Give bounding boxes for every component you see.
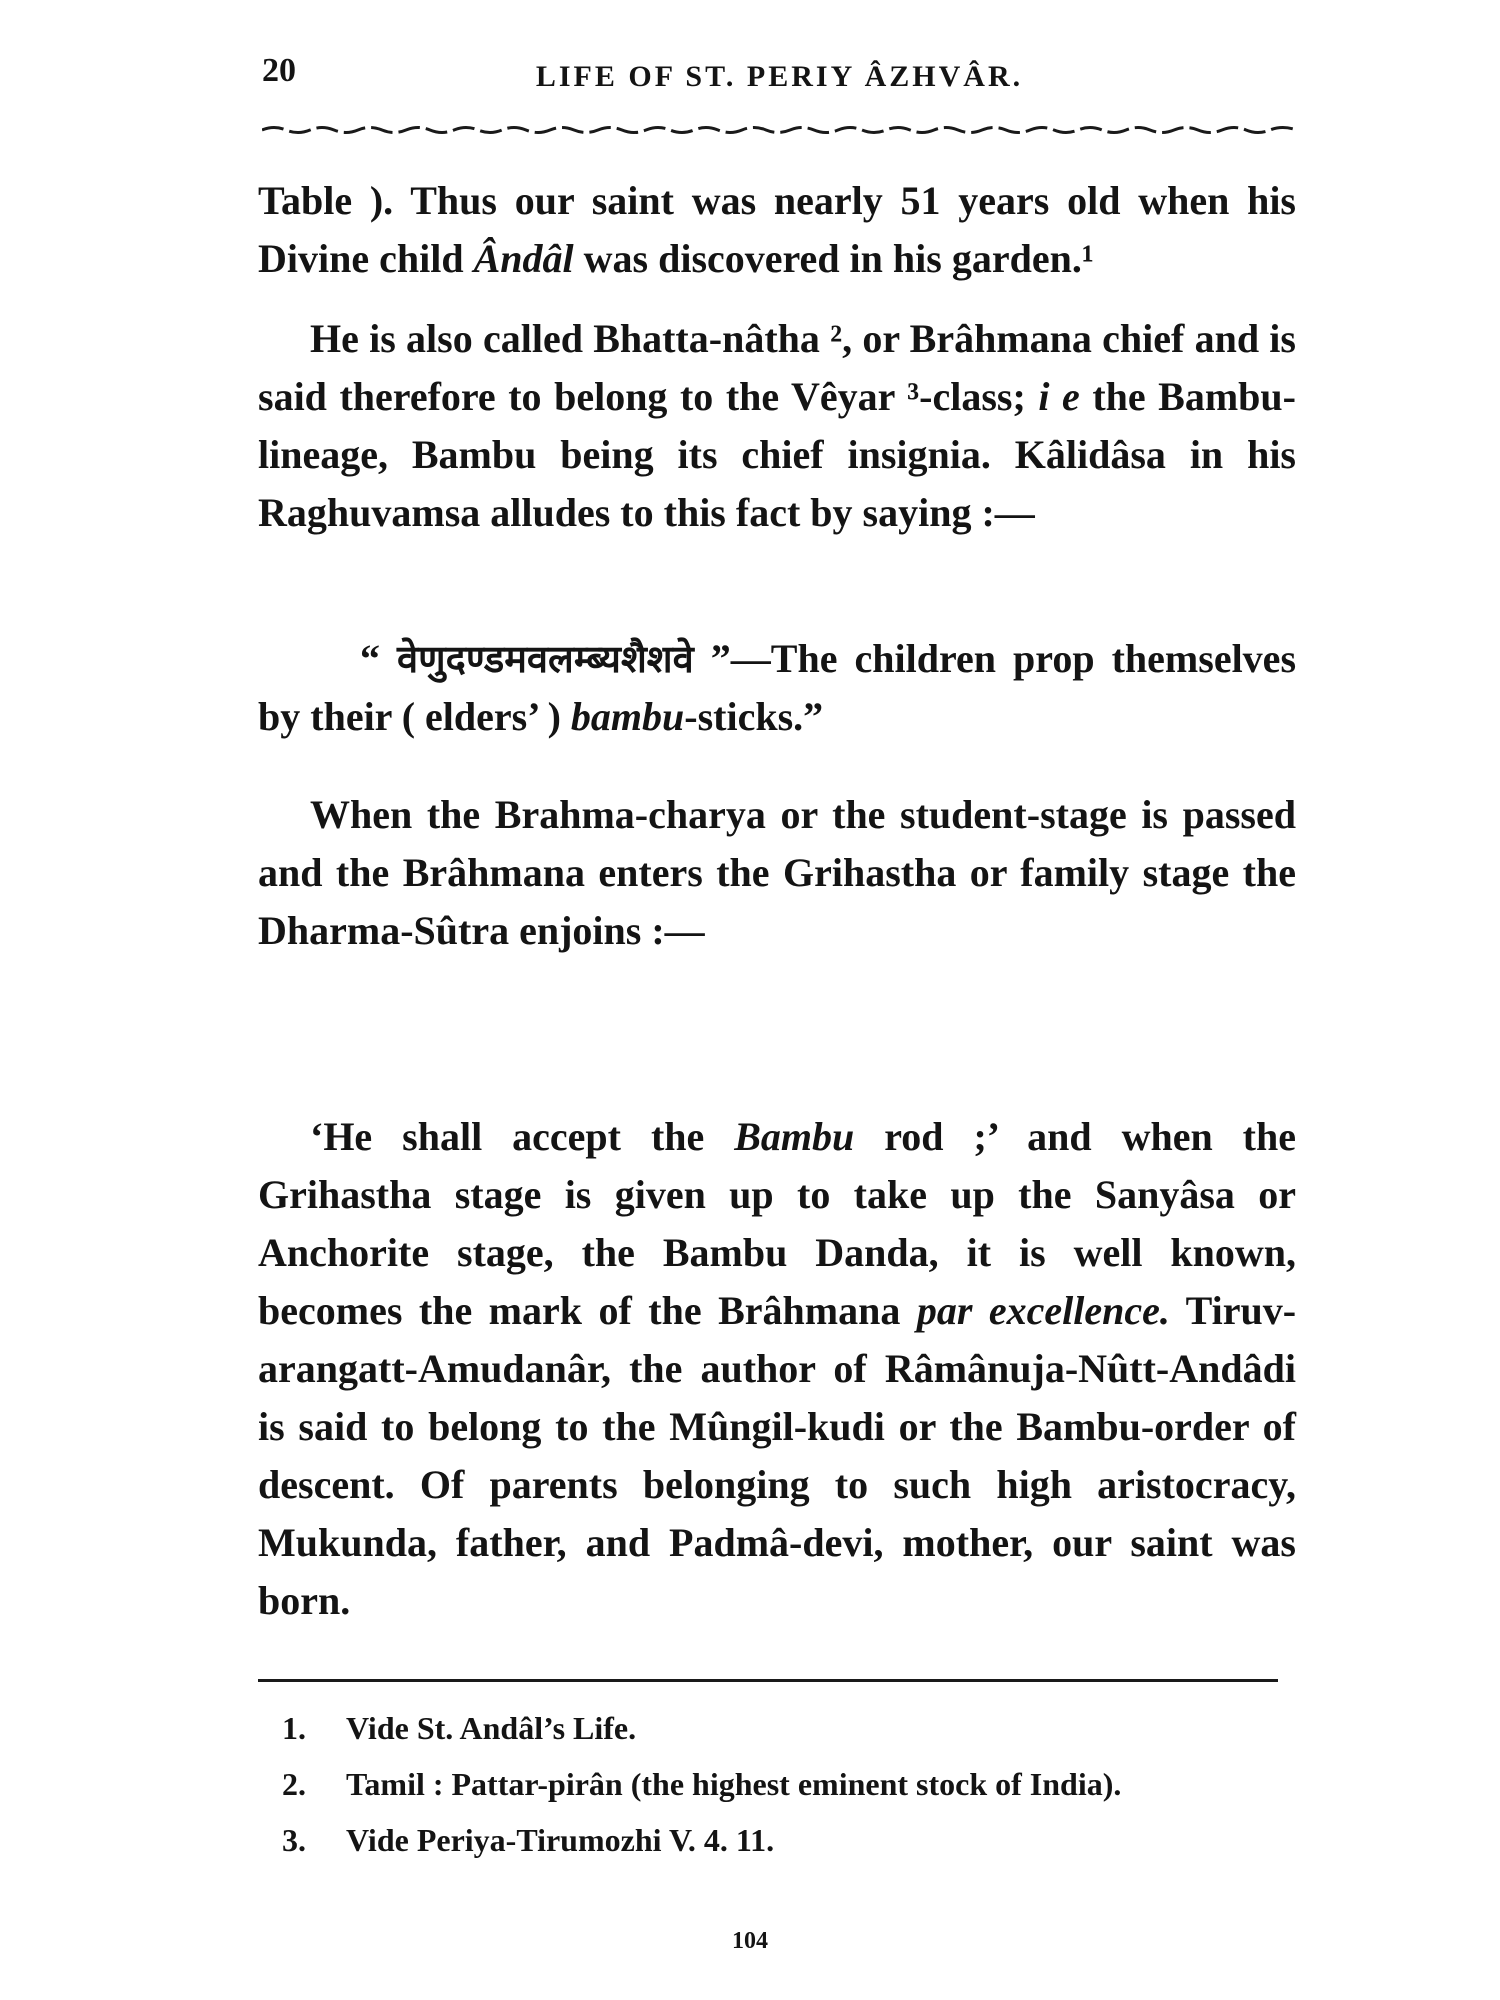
paragraph-4: When the Brahma-charya or the student-stage is passed and the Brâhmana enters the Grihastha or family stage the Dharma-Sûtra enjoins :—	[258, 792, 1296, 953]
text-run: Tiruv-arangatt-Amudanâr, the author of Râmânuja-Nûtt-Andâdi is said to belong to the Mûngil-kudi or the Bambu-order of descent. Of parents belonging to such high aristocracy, Mukunda, father, and Padmâ-devi, mother, our saint was born.	[258, 1288, 1297, 1623]
text-run: ”—The children prop themselves by their ( elders’ )	[258, 636, 1297, 739]
paragraph-1	[258, 172, 1296, 288]
text-run: -sticks.”	[684, 694, 824, 739]
italic-run: bambu	[570, 694, 685, 739]
footnote-item	[282, 1812, 1292, 1868]
footnotes	[282, 1700, 1292, 1868]
paragraph-3-quote	[258, 630, 1296, 746]
footnote-item	[282, 1756, 1292, 1812]
footnote-number: 3.	[282, 1822, 306, 1858]
text-run: Table ). Thus our saint was nearly 51 years old when his Divine child	[258, 178, 1296, 281]
text-run: ‘He shall accept the	[310, 1114, 735, 1159]
footnote-text: Vide Periya-Tirumozhi V. 4. 11.	[346, 1822, 775, 1858]
footnote-text: Vide St. Andâl’s Life.	[346, 1710, 637, 1746]
paragraph-2	[258, 310, 1296, 542]
running-title: LIFE OF ST. PERIY ÂZHVÂR.	[535, 60, 1024, 93]
paragraph-5	[258, 1108, 1296, 1630]
italic-run: Ândâl	[473, 236, 574, 281]
italic-run: i e	[1038, 374, 1080, 419]
running-head	[262, 52, 1297, 112]
footnote-rule	[258, 1679, 1278, 1682]
page-number: 20	[262, 52, 296, 89]
footnote-number: 1.	[282, 1710, 306, 1746]
footnote-text: Tamil : Pattar-pirân (the highest eminent stock of India).	[346, 1766, 1122, 1802]
italic-run: Bambu	[734, 1114, 855, 1159]
italic-run: par excellence.	[916, 1288, 1170, 1333]
open-quote: “	[360, 636, 398, 681]
text-run: was discovered in his garden.¹	[573, 236, 1094, 281]
sanskrit-inline: वेणुदण्डमवलम्ब्यशैशवे	[397, 637, 694, 681]
footnote-number: 2.	[282, 1766, 306, 1802]
header-rule	[262, 123, 1297, 137]
text-run: rod ;’ and when the Grihastha stage is given up to take up the Sanyâsa or Anchorite stage, the Bambu Danda, it is well known, becomes the mark of the Brâhmana	[258, 1114, 1296, 1333]
text-run: He is also called Bhatta-nâtha ², or Brâhmana chief and is said therefore to belong to the Vêyar ³-class;	[258, 316, 1296, 419]
footnote-item	[282, 1700, 1292, 1756]
text-run: the Bambu-lineage, Bambu being its chief insignia. Kâlidâsa in his Raghuvamsa alludes to this fact by saying :—	[258, 374, 1296, 535]
folio-number: 104	[732, 1928, 768, 1954]
